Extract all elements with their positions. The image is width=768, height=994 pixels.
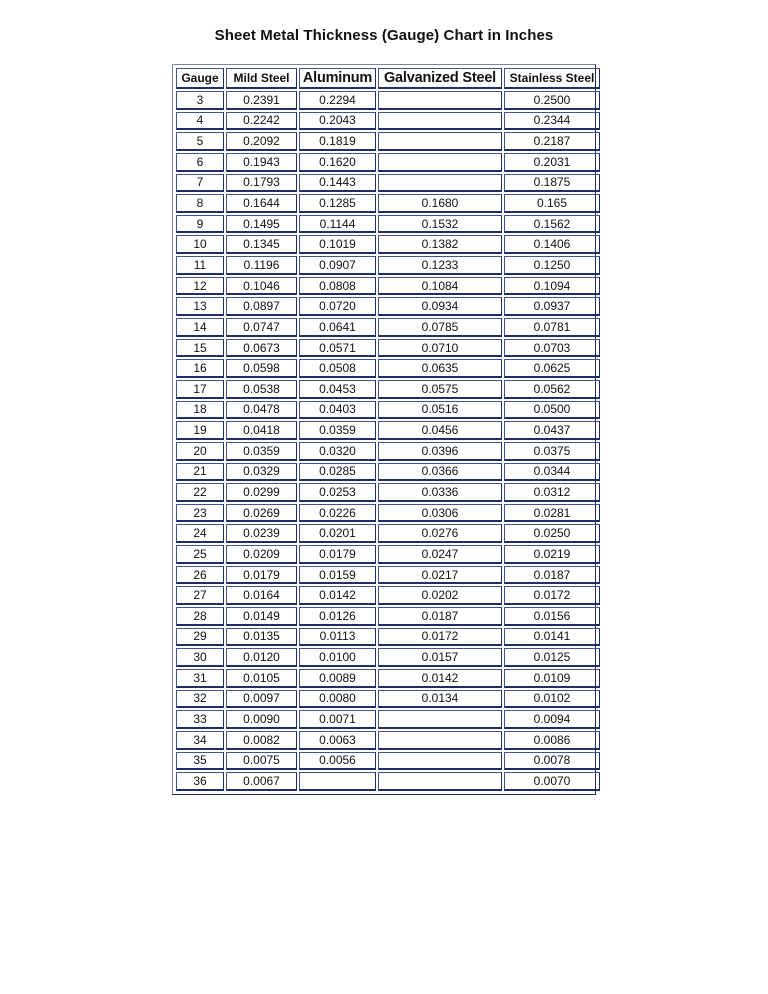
stainless-steel-cell: 0.0086 bbox=[504, 731, 600, 750]
table-row bbox=[176, 628, 600, 647]
aluminum-cell: 0.0071 bbox=[299, 710, 376, 729]
aluminum-cell: 0.0571 bbox=[299, 339, 376, 358]
gauge-table bbox=[174, 66, 602, 793]
table-row bbox=[176, 669, 600, 688]
stainless-steel-cell: 0.0562 bbox=[504, 380, 600, 399]
table-row bbox=[176, 483, 600, 502]
table-row bbox=[176, 339, 600, 358]
gauge-cell: 20 bbox=[176, 442, 224, 461]
header-gauge: Gauge bbox=[176, 68, 224, 89]
galvanized-steel-cell: 0.0635 bbox=[378, 359, 502, 378]
aluminum-cell: 0.0089 bbox=[299, 669, 376, 688]
galvanized-steel-cell bbox=[378, 710, 502, 729]
galvanized-steel-cell bbox=[378, 772, 502, 791]
mild-steel-cell: 0.1495 bbox=[226, 215, 297, 234]
gauge-cell: 28 bbox=[176, 607, 224, 626]
gauge-cell: 30 bbox=[176, 648, 224, 667]
mild-steel-cell: 0.1943 bbox=[226, 153, 297, 172]
galvanized-steel-cell: 0.0134 bbox=[378, 690, 502, 709]
stainless-steel-cell: 0.2031 bbox=[504, 153, 600, 172]
table-row bbox=[176, 690, 600, 709]
table-row bbox=[176, 380, 600, 399]
table-row bbox=[176, 710, 600, 729]
table-row bbox=[176, 421, 600, 440]
gauge-cell: 14 bbox=[176, 318, 224, 337]
aluminum-cell: 0.1443 bbox=[299, 174, 376, 193]
header-galvanized-steel: Galvanized Steel bbox=[378, 68, 502, 89]
gauge-cell: 10 bbox=[176, 235, 224, 254]
mild-steel-cell: 0.0269 bbox=[226, 504, 297, 523]
table-row bbox=[176, 504, 600, 523]
gauge-cell: 18 bbox=[176, 401, 224, 420]
galvanized-steel-cell: 0.0396 bbox=[378, 442, 502, 461]
galvanized-steel-cell: 0.1532 bbox=[378, 215, 502, 234]
aluminum-cell: 0.0808 bbox=[299, 277, 376, 296]
aluminum-cell: 0.1144 bbox=[299, 215, 376, 234]
mild-steel-cell: 0.0135 bbox=[226, 628, 297, 647]
aluminum-cell: 0.0320 bbox=[299, 442, 376, 461]
galvanized-steel-cell: 0.0217 bbox=[378, 566, 502, 585]
galvanized-steel-cell: 0.0172 bbox=[378, 628, 502, 647]
aluminum-cell: 0.0253 bbox=[299, 483, 376, 502]
stainless-steel-cell: 0.2500 bbox=[504, 91, 600, 110]
gauge-cell: 25 bbox=[176, 545, 224, 564]
gauge-cell: 17 bbox=[176, 380, 224, 399]
aluminum-cell: 0.0907 bbox=[299, 256, 376, 275]
stainless-steel-cell: 0.1406 bbox=[504, 235, 600, 254]
aluminum-cell: 0.0359 bbox=[299, 421, 376, 440]
mild-steel-cell: 0.0673 bbox=[226, 339, 297, 358]
gauge-cell: 21 bbox=[176, 463, 224, 482]
stainless-steel-cell: 0.0141 bbox=[504, 628, 600, 647]
gauge-cell: 26 bbox=[176, 566, 224, 585]
header-aluminum: Aluminum bbox=[299, 68, 376, 89]
stainless-steel-cell: 0.0312 bbox=[504, 483, 600, 502]
stainless-steel-cell: 0.0078 bbox=[504, 752, 600, 771]
mild-steel-cell: 0.0329 bbox=[226, 463, 297, 482]
stainless-steel-cell: 0.0437 bbox=[504, 421, 600, 440]
aluminum-cell: 0.0508 bbox=[299, 359, 376, 378]
stainless-steel-cell: 0.0375 bbox=[504, 442, 600, 461]
mild-steel-cell: 0.0299 bbox=[226, 483, 297, 502]
gauge-cell: 33 bbox=[176, 710, 224, 729]
galvanized-steel-cell: 0.0247 bbox=[378, 545, 502, 564]
mild-steel-cell: 0.0090 bbox=[226, 710, 297, 729]
table-row bbox=[176, 586, 600, 605]
aluminum-cell: 0.0126 bbox=[299, 607, 376, 626]
stainless-steel-cell: 0.0703 bbox=[504, 339, 600, 358]
page-title: Sheet Metal Thickness (Gauge) Chart in Inches bbox=[214, 27, 554, 44]
mild-steel-cell: 0.2242 bbox=[226, 112, 297, 131]
gauge-cell: 6 bbox=[176, 153, 224, 172]
aluminum-cell: 0.0179 bbox=[299, 545, 376, 564]
galvanized-steel-cell bbox=[378, 174, 502, 193]
mild-steel-cell: 0.1046 bbox=[226, 277, 297, 296]
galvanized-steel-cell: 0.0306 bbox=[378, 504, 502, 523]
galvanized-steel-cell: 0.0336 bbox=[378, 483, 502, 502]
table-row bbox=[176, 277, 600, 296]
mild-steel-cell: 0.1345 bbox=[226, 235, 297, 254]
gauge-cell: 7 bbox=[176, 174, 224, 193]
table-row bbox=[176, 359, 600, 378]
galvanized-steel-cell: 0.0202 bbox=[378, 586, 502, 605]
stainless-steel-cell: 0.0500 bbox=[504, 401, 600, 420]
aluminum-cell: 0.0113 bbox=[299, 628, 376, 647]
aluminum-cell: 0.1819 bbox=[299, 132, 376, 151]
mild-steel-cell: 0.1644 bbox=[226, 194, 297, 213]
mild-steel-cell: 0.0149 bbox=[226, 607, 297, 626]
table-row bbox=[176, 566, 600, 585]
aluminum-cell: 0.0453 bbox=[299, 380, 376, 399]
aluminum-cell: 0.0063 bbox=[299, 731, 376, 750]
aluminum-cell bbox=[299, 772, 376, 791]
table-row bbox=[176, 297, 600, 316]
aluminum-cell: 0.0142 bbox=[299, 586, 376, 605]
aluminum-cell: 0.0056 bbox=[299, 752, 376, 771]
galvanized-steel-cell: 0.1084 bbox=[378, 277, 502, 296]
galvanized-steel-cell: 0.1233 bbox=[378, 256, 502, 275]
stainless-steel-cell: 0.0102 bbox=[504, 690, 600, 709]
header-row bbox=[176, 68, 600, 89]
mild-steel-cell: 0.0179 bbox=[226, 566, 297, 585]
galvanized-steel-cell bbox=[378, 91, 502, 110]
table-row bbox=[176, 194, 600, 213]
header-stainless-steel: Stainless Steel bbox=[504, 68, 600, 89]
mild-steel-cell: 0.0097 bbox=[226, 690, 297, 709]
galvanized-steel-cell: 0.1680 bbox=[378, 194, 502, 213]
gauge-cell: 24 bbox=[176, 524, 224, 543]
aluminum-cell: 0.0226 bbox=[299, 504, 376, 523]
galvanized-steel-cell: 0.0710 bbox=[378, 339, 502, 358]
galvanized-steel-cell: 0.0934 bbox=[378, 297, 502, 316]
gauge-cell: 35 bbox=[176, 752, 224, 771]
gauge-cell: 16 bbox=[176, 359, 224, 378]
table-row bbox=[176, 153, 600, 172]
gauge-cell: 32 bbox=[176, 690, 224, 709]
aluminum-cell: 0.1620 bbox=[299, 153, 376, 172]
mild-steel-cell: 0.0075 bbox=[226, 752, 297, 771]
gauge-cell: 22 bbox=[176, 483, 224, 502]
stainless-steel-cell: 0.0625 bbox=[504, 359, 600, 378]
stainless-steel-cell: 0.1250 bbox=[504, 256, 600, 275]
table-row bbox=[176, 401, 600, 420]
galvanized-steel-cell: 0.0516 bbox=[378, 401, 502, 420]
mild-steel-cell: 0.2092 bbox=[226, 132, 297, 151]
table-row bbox=[176, 607, 600, 626]
gauge-table-frame bbox=[172, 64, 596, 795]
table-body bbox=[176, 91, 600, 791]
stainless-steel-cell: 0.0109 bbox=[504, 669, 600, 688]
galvanized-steel-cell: 0.0276 bbox=[378, 524, 502, 543]
stainless-steel-cell: 0.0937 bbox=[504, 297, 600, 316]
table-row bbox=[176, 524, 600, 543]
galvanized-steel-cell: 0.0142 bbox=[378, 669, 502, 688]
stainless-steel-cell: 0.1875 bbox=[504, 174, 600, 193]
mild-steel-cell: 0.0897 bbox=[226, 297, 297, 316]
galvanized-steel-cell: 0.1382 bbox=[378, 235, 502, 254]
gauge-cell: 31 bbox=[176, 669, 224, 688]
stainless-steel-cell: 0.0250 bbox=[504, 524, 600, 543]
gauge-cell: 27 bbox=[176, 586, 224, 605]
gauge-cell: 13 bbox=[176, 297, 224, 316]
gauge-cell: 4 bbox=[176, 112, 224, 131]
stainless-steel-cell: 0.0070 bbox=[504, 772, 600, 791]
mild-steel-cell: 0.0598 bbox=[226, 359, 297, 378]
aluminum-cell: 0.0720 bbox=[299, 297, 376, 316]
galvanized-steel-cell: 0.0575 bbox=[378, 380, 502, 399]
stainless-steel-cell: 0.0094 bbox=[504, 710, 600, 729]
aluminum-cell: 0.0403 bbox=[299, 401, 376, 420]
stainless-steel-cell: 0.165 bbox=[504, 194, 600, 213]
mild-steel-cell: 0.0105 bbox=[226, 669, 297, 688]
gauge-cell: 29 bbox=[176, 628, 224, 647]
galvanized-steel-cell: 0.0157 bbox=[378, 648, 502, 667]
mild-steel-cell: 0.1793 bbox=[226, 174, 297, 193]
galvanized-steel-cell: 0.0456 bbox=[378, 421, 502, 440]
mild-steel-cell: 0.0747 bbox=[226, 318, 297, 337]
galvanized-steel-cell: 0.0785 bbox=[378, 318, 502, 337]
stainless-steel-cell: 0.0219 bbox=[504, 545, 600, 564]
gauge-cell: 34 bbox=[176, 731, 224, 750]
stainless-steel-cell: 0.0781 bbox=[504, 318, 600, 337]
gauge-cell: 19 bbox=[176, 421, 224, 440]
table-row bbox=[176, 215, 600, 234]
gauge-cell: 15 bbox=[176, 339, 224, 358]
aluminum-cell: 0.0641 bbox=[299, 318, 376, 337]
table-row bbox=[176, 442, 600, 461]
galvanized-steel-cell bbox=[378, 752, 502, 771]
stainless-steel-cell: 0.0344 bbox=[504, 463, 600, 482]
table-row bbox=[176, 256, 600, 275]
stainless-steel-cell: 0.2344 bbox=[504, 112, 600, 131]
mild-steel-cell: 0.0538 bbox=[226, 380, 297, 399]
mild-steel-cell: 0.0359 bbox=[226, 442, 297, 461]
mild-steel-cell: 0.0082 bbox=[226, 731, 297, 750]
stainless-steel-cell: 0.0187 bbox=[504, 566, 600, 585]
gauge-cell: 5 bbox=[176, 132, 224, 151]
galvanized-steel-cell bbox=[378, 132, 502, 151]
stainless-steel-cell: 0.0156 bbox=[504, 607, 600, 626]
gauge-cell: 12 bbox=[176, 277, 224, 296]
mild-steel-cell: 0.0164 bbox=[226, 586, 297, 605]
table-row bbox=[176, 91, 600, 110]
stainless-steel-cell: 0.1562 bbox=[504, 215, 600, 234]
mild-steel-cell: 0.2391 bbox=[226, 91, 297, 110]
table-row bbox=[176, 235, 600, 254]
mild-steel-cell: 0.0209 bbox=[226, 545, 297, 564]
gauge-cell: 3 bbox=[176, 91, 224, 110]
table-row bbox=[176, 463, 600, 482]
stainless-steel-cell: 0.1094 bbox=[504, 277, 600, 296]
header-mild-steel: Mild Steel bbox=[226, 68, 297, 89]
mild-steel-cell: 0.0239 bbox=[226, 524, 297, 543]
aluminum-cell: 0.0201 bbox=[299, 524, 376, 543]
galvanized-steel-cell: 0.0187 bbox=[378, 607, 502, 626]
galvanized-steel-cell bbox=[378, 112, 502, 131]
mild-steel-cell: 0.0478 bbox=[226, 401, 297, 420]
mild-steel-cell: 0.1196 bbox=[226, 256, 297, 275]
aluminum-cell: 0.0285 bbox=[299, 463, 376, 482]
aluminum-cell: 0.2294 bbox=[299, 91, 376, 110]
stainless-steel-cell: 0.0125 bbox=[504, 648, 600, 667]
table-row bbox=[176, 174, 600, 193]
table-row bbox=[176, 731, 600, 750]
stainless-steel-cell: 0.2187 bbox=[504, 132, 600, 151]
aluminum-cell: 0.0100 bbox=[299, 648, 376, 667]
stainless-steel-cell: 0.0172 bbox=[504, 586, 600, 605]
gauge-cell: 9 bbox=[176, 215, 224, 234]
galvanized-steel-cell: 0.0366 bbox=[378, 463, 502, 482]
gauge-cell: 36 bbox=[176, 772, 224, 791]
table-row bbox=[176, 752, 600, 771]
aluminum-cell: 0.1285 bbox=[299, 194, 376, 213]
table-row bbox=[176, 318, 600, 337]
table-row bbox=[176, 112, 600, 131]
gauge-cell: 8 bbox=[176, 194, 224, 213]
aluminum-cell: 0.2043 bbox=[299, 112, 376, 131]
table-row bbox=[176, 545, 600, 564]
galvanized-steel-cell bbox=[378, 731, 502, 750]
mild-steel-cell: 0.0120 bbox=[226, 648, 297, 667]
mild-steel-cell: 0.0418 bbox=[226, 421, 297, 440]
aluminum-cell: 0.0080 bbox=[299, 690, 376, 709]
gauge-cell: 23 bbox=[176, 504, 224, 523]
table-row bbox=[176, 132, 600, 151]
table-row bbox=[176, 648, 600, 667]
stainless-steel-cell: 0.0281 bbox=[504, 504, 600, 523]
gauge-cell: 11 bbox=[176, 256, 224, 275]
aluminum-cell: 0.0159 bbox=[299, 566, 376, 585]
table-row bbox=[176, 772, 600, 791]
aluminum-cell: 0.1019 bbox=[299, 235, 376, 254]
galvanized-steel-cell bbox=[378, 153, 502, 172]
mild-steel-cell: 0.0067 bbox=[226, 772, 297, 791]
